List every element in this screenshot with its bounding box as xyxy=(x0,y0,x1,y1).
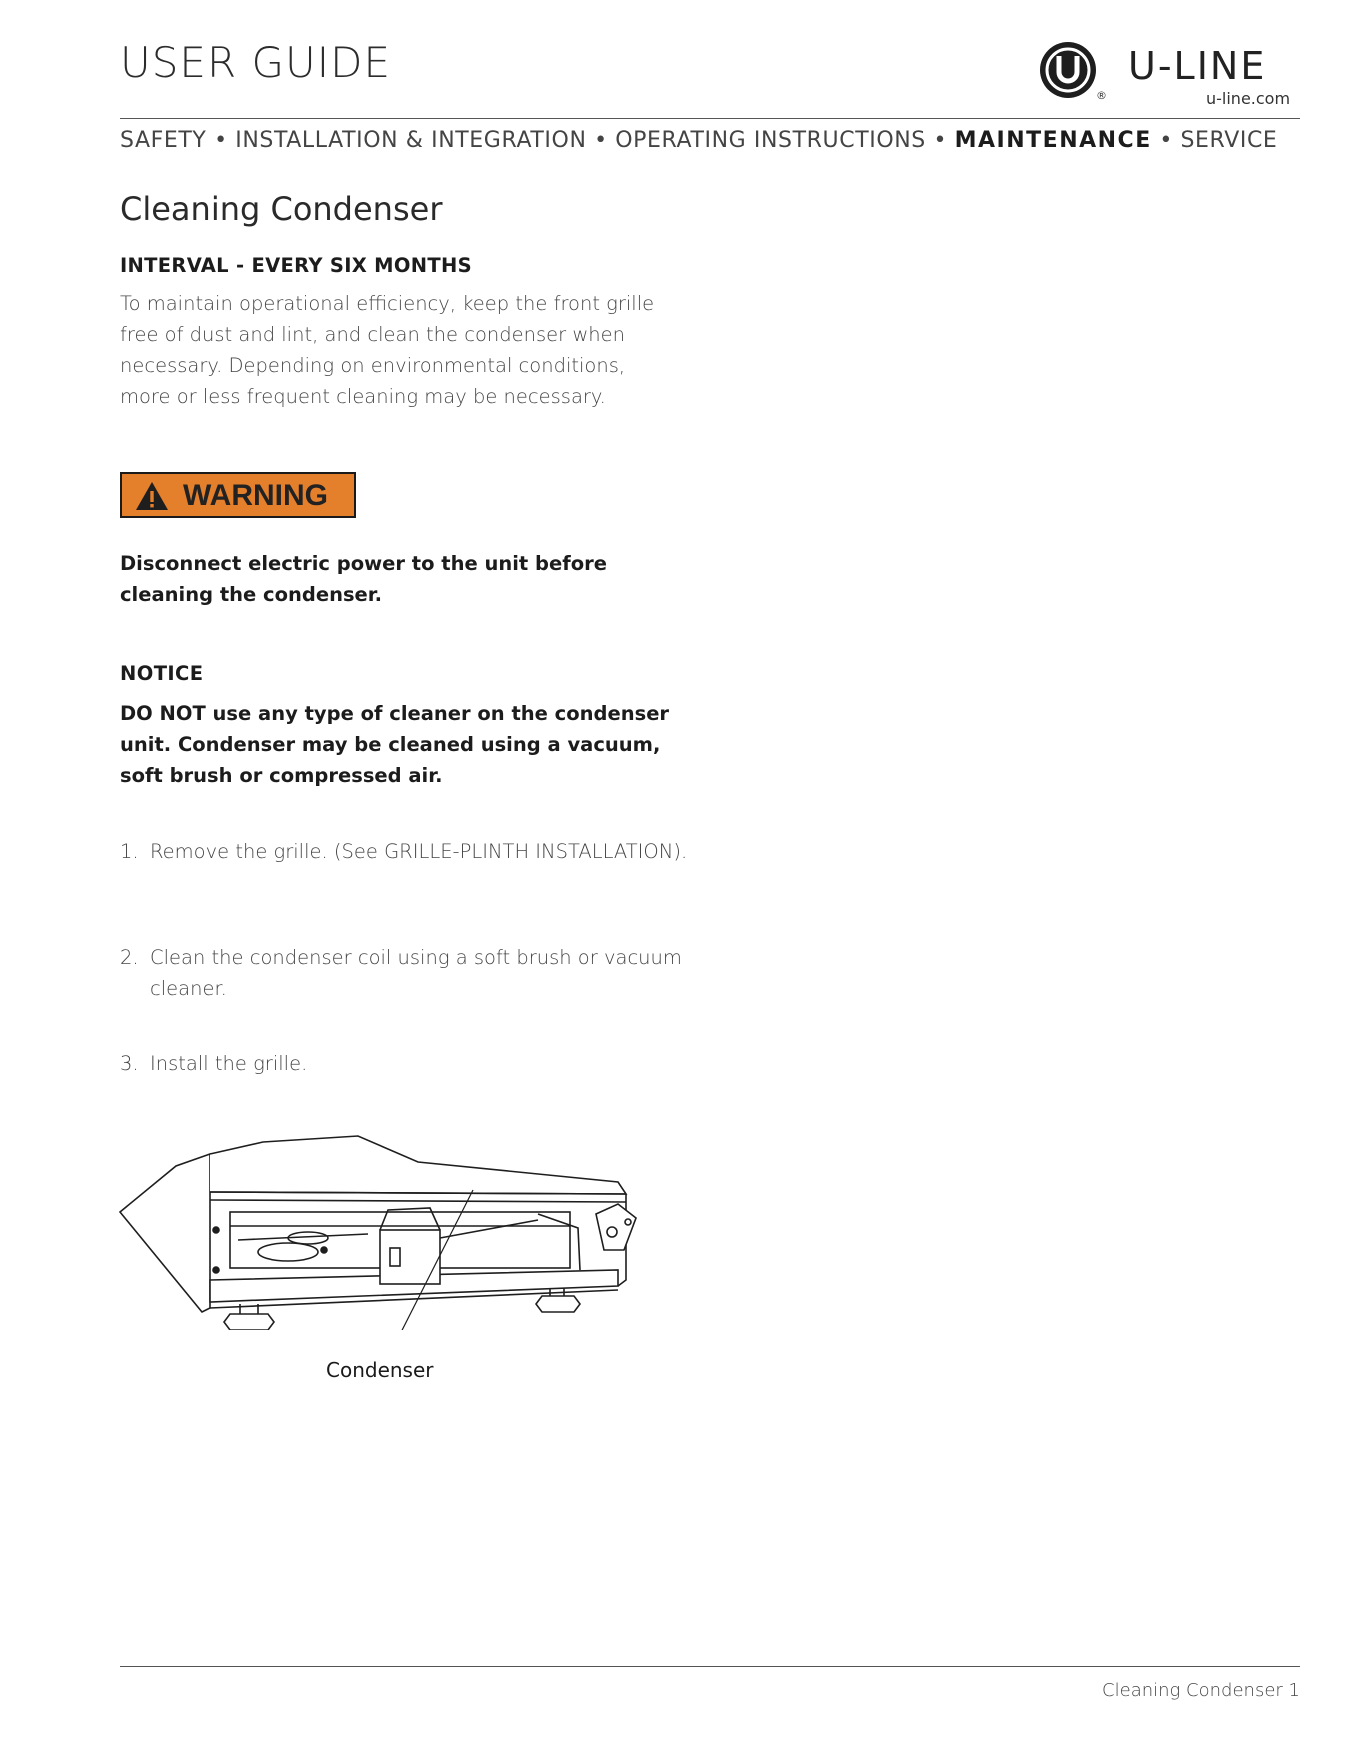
nav-separator: • xyxy=(594,128,608,153)
warning-text: Disconnect electric power to the unit before cleaning the condenser. xyxy=(120,552,607,606)
figure-caption: Condenser xyxy=(326,1358,434,1382)
nav-separator: • xyxy=(214,128,228,153)
footer-rule xyxy=(120,1666,1300,1667)
nav-separator: • xyxy=(1159,128,1173,153)
list-item xyxy=(120,1048,690,1079)
warning-label: WARNING xyxy=(183,479,328,512)
registered-mark: ® xyxy=(1096,89,1107,102)
interval-heading: INTERVAL - EVERY SIX MONTHS xyxy=(120,254,472,277)
nav-item-service: SERVICE xyxy=(1180,128,1278,153)
step-number: 3. xyxy=(120,1052,139,1075)
step-number: 1. xyxy=(120,840,139,863)
step-text: Clean the condenser coil using a soft brush or vacuum cleaner. xyxy=(150,946,682,1000)
nav-item-operating: OPERATING INSTRUCTIONS xyxy=(615,128,926,153)
header-rule xyxy=(120,118,1300,119)
brand-name: U-LINE xyxy=(1128,44,1267,88)
list-item xyxy=(120,836,690,867)
step-number: 2. xyxy=(120,946,139,969)
nav-item-safety: SAFETY xyxy=(120,128,207,153)
section-title: Cleaning Condenser xyxy=(120,190,443,228)
notice-text: DO NOT use any type of cleaner on the condenser unit. Condenser may be cleaned using a vacuum, soft brush or compressed air. xyxy=(120,702,670,787)
nav-separator: • xyxy=(933,128,948,153)
list-item xyxy=(120,942,690,1004)
guide-title: USER GUIDE xyxy=(120,38,392,87)
section-nav xyxy=(120,128,1300,153)
notice-heading: NOTICE xyxy=(120,662,204,685)
step-text: Remove the grille. (See GRILLE-PLINTH INSTALLATION). xyxy=(150,840,688,863)
footer-page-label: Cleaning Condenser 1 xyxy=(1102,1680,1300,1701)
brand-url: u-line.com xyxy=(1206,89,1291,108)
condenser-illustration xyxy=(118,1130,648,1330)
intro-paragraph: To maintain operational efficiency, keep the front grille free of dust and lint, and clean the condenser when necessary. Depending on environmental conditions, more or less frequent cleaning may be necessary. xyxy=(120,292,655,408)
warning-badge xyxy=(120,472,356,518)
step-text: Install the grille. xyxy=(150,1052,308,1075)
warning-triangle-icon xyxy=(134,480,170,512)
nav-item-installation: INSTALLATION & INTEGRATION xyxy=(235,128,587,153)
nav-item-maintenance: MAINTENANCE xyxy=(954,128,1152,153)
